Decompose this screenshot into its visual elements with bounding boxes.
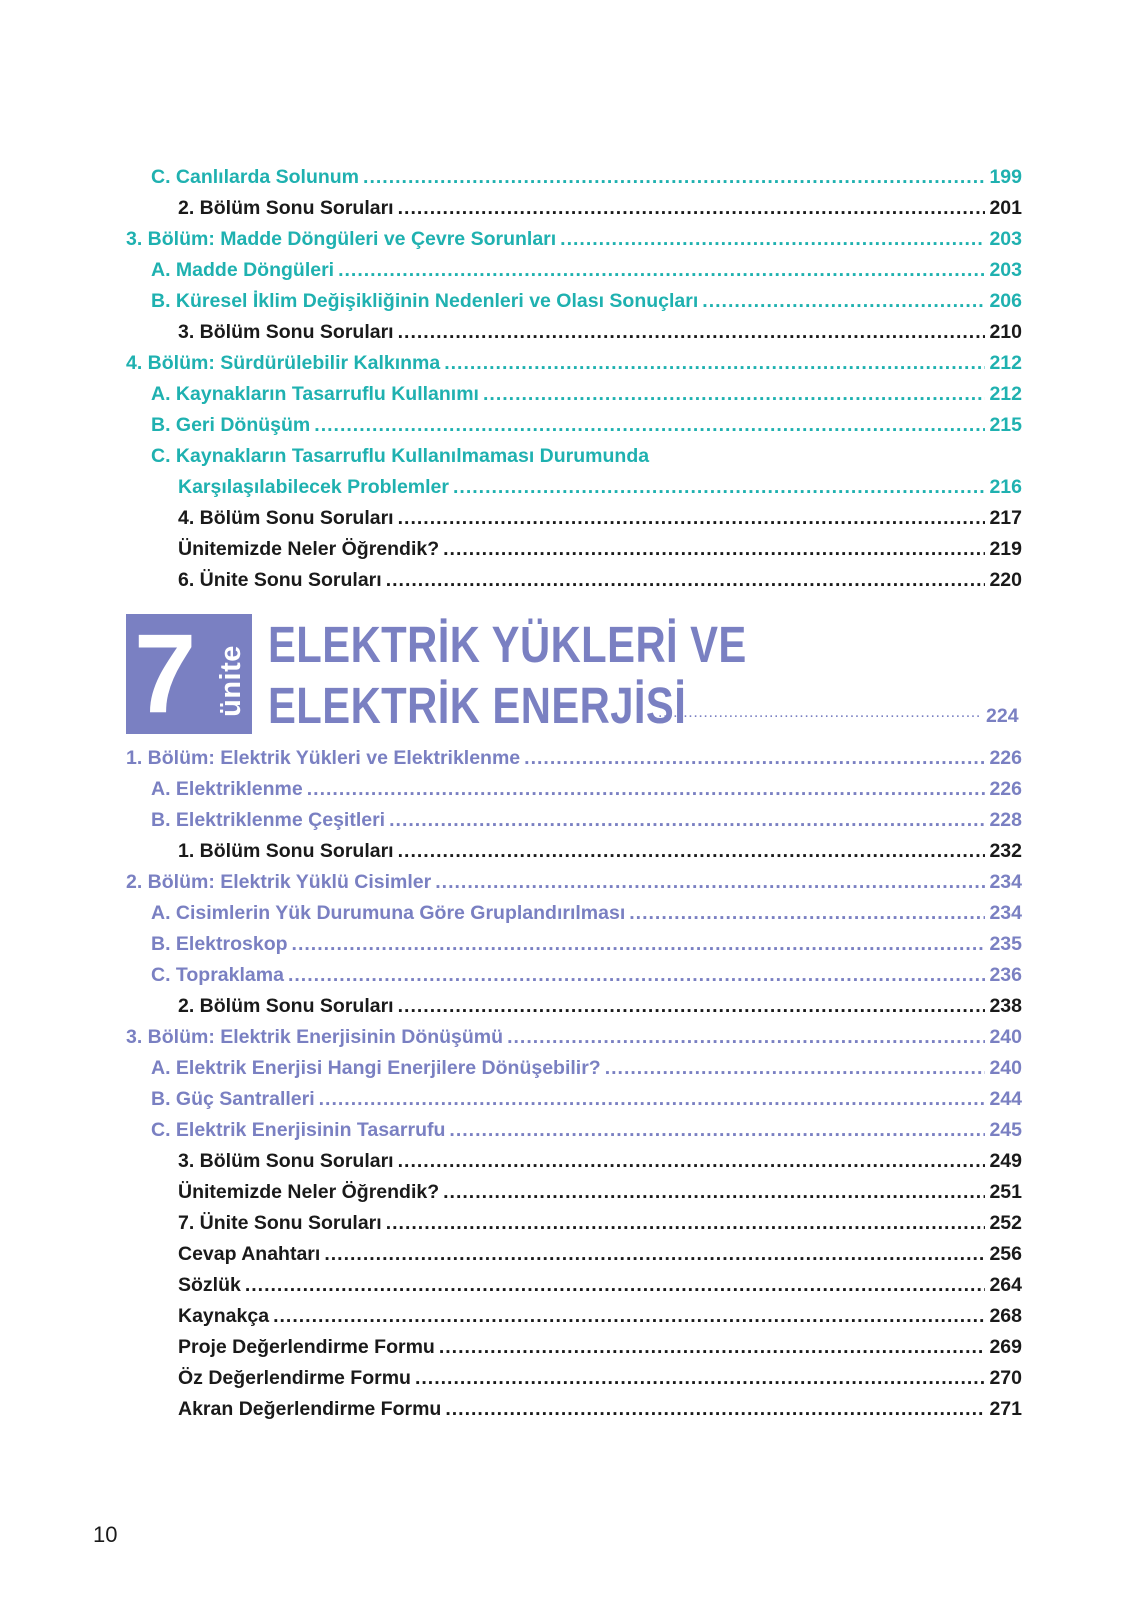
toc-entry[interactable] — [178, 534, 1022, 564]
toc-entry-page: 245 — [989, 1119, 1022, 1141]
toc-entry-page: 271 — [989, 1398, 1022, 1420]
leader-dots — [398, 193, 986, 223]
toc-entry[interactable] — [178, 1146, 1022, 1176]
leader-dots — [560, 224, 985, 254]
toc-entry-title: B. Elektroskop — [151, 933, 288, 955]
toc-entry[interactable] — [178, 1301, 1022, 1331]
leader-dots — [324, 1239, 985, 1269]
toc-entry[interactable] — [151, 1053, 1022, 1083]
toc-entry[interactable] — [178, 836, 1022, 866]
toc-entry-page: 251 — [989, 1181, 1022, 1203]
toc-entry[interactable] — [178, 1239, 1022, 1269]
leader-dots — [398, 503, 986, 533]
toc-entry-page: 240 — [989, 1057, 1022, 1079]
toc-entry-title: Karşılaşılabilecek Problemler — [178, 476, 449, 498]
toc-entry[interactable] — [151, 960, 1022, 990]
toc-entry-page: 226 — [989, 747, 1022, 769]
toc-entry-title: 7. Ünite Sonu Soruları — [178, 1212, 382, 1234]
unit-title-line2[interactable]: ELEKTRİK ENERJİSİ — [268, 677, 687, 734]
leader-dots — [288, 960, 986, 990]
toc-entry-title: Ünitemizde Neler Öğrendik? — [178, 538, 440, 560]
leader-dots — [398, 991, 986, 1021]
toc-entry-page: 244 — [989, 1088, 1022, 1110]
toc-entry-title: 3. Bölüm Sonu Soruları — [178, 1150, 394, 1172]
toc-entry[interactable] — [178, 503, 1022, 533]
toc-entry-title: B. Küresel İklim Değişikliğinin Nedenleri ve Olası Sonuçları — [151, 290, 699, 312]
leader-dots — [386, 1208, 986, 1238]
leader-dots — [307, 774, 986, 804]
toc-entry[interactable] — [178, 1177, 1022, 1207]
toc-entry-page: 234 — [989, 902, 1022, 924]
leader-dots — [415, 1363, 985, 1393]
toc-entry[interactable] — [151, 162, 1022, 192]
toc-entry-page: 206 — [989, 290, 1022, 312]
leader-dots — [439, 1332, 986, 1362]
toc-entry[interactable] — [126, 224, 1022, 254]
leader-dots — [658, 698, 982, 728]
toc-entry[interactable] — [151, 929, 1022, 959]
toc-entry-page: 199 — [989, 166, 1022, 188]
leader-dots — [524, 743, 985, 773]
leader-dots — [605, 1053, 986, 1083]
toc-entry-page: 220 — [989, 569, 1022, 591]
toc-entry[interactable] — [126, 1022, 1022, 1052]
toc-entry-page: 269 — [989, 1336, 1022, 1358]
toc-entry-page: 234 — [989, 871, 1022, 893]
toc-entry-title: A. Cisimlerin Yük Durumuna Göre Gruplandırılması — [151, 902, 626, 924]
toc-entry[interactable] — [126, 348, 1022, 378]
leader-dots — [445, 1394, 985, 1424]
toc-entry[interactable] — [126, 743, 1022, 773]
toc-entry-page: 215 — [989, 414, 1022, 436]
toc-entry-title: 4. Bölüm Sonu Soruları — [178, 507, 394, 529]
unit-label: ünite — [215, 645, 247, 717]
toc-entry[interactable] — [178, 1270, 1022, 1300]
toc-entry-page: 210 — [989, 321, 1022, 343]
toc-entry-page: 232 — [989, 840, 1022, 862]
toc-entry-title: C. Kaynakların Tasarruflu Kullanılmaması Durumunda — [151, 445, 650, 467]
toc-entry-title: C. Topraklama — [151, 964, 284, 986]
toc-entry-title: 2. Bölüm Sonu Soruları — [178, 995, 394, 1017]
toc-entry[interactable] — [178, 1394, 1022, 1424]
toc-entry[interactable] — [178, 991, 1022, 1021]
leader-dots — [435, 867, 985, 897]
toc-entry-title: 6. Ünite Sonu Soruları — [178, 569, 382, 591]
toc-entry-page: 236 — [989, 964, 1022, 986]
toc-entry-title: B. Geri Dönüşüm — [151, 414, 311, 436]
leader-dots — [398, 836, 986, 866]
toc-entry-page: 252 — [989, 1212, 1022, 1234]
toc-entry-page: 212 — [989, 352, 1022, 374]
toc-entry-title: C. Canlılarda Solunum — [151, 166, 360, 188]
leader-dots — [338, 255, 985, 285]
leader-dots — [443, 534, 985, 564]
toc-entry-page: 268 — [989, 1305, 1022, 1327]
toc-entry-page: 264 — [989, 1274, 1022, 1296]
toc-entry-page: 228 — [989, 809, 1022, 831]
toc-entry-page: 212 — [989, 383, 1022, 405]
page-number: 10 — [93, 1522, 118, 1547]
toc-entry-title: C. Elektrik Enerjisinin Tasarrufu — [151, 1119, 446, 1141]
leader-dots — [449, 1115, 985, 1145]
toc-entry-page: 256 — [989, 1243, 1022, 1265]
unit-title-line1[interactable]: ELEKTRİK YÜKLERİ VE — [268, 616, 747, 673]
toc-entry-page: 235 — [989, 933, 1022, 955]
toc-entry[interactable] — [178, 472, 1022, 502]
leader-dots — [245, 1270, 986, 1300]
toc-entry-title: 4. Bölüm: Sürdürülebilir Kalkınma — [126, 352, 441, 374]
leader-dots — [273, 1301, 985, 1331]
toc-entry[interactable] — [151, 255, 1022, 285]
toc-entry-title: B. Elektriklenme Çeşitleri — [151, 809, 386, 831]
toc-entry-title: 3. Bölüm Sonu Soruları — [178, 321, 394, 343]
leader-dots — [386, 565, 986, 595]
toc-entry-page: 203 — [989, 228, 1022, 250]
toc-entry-title: A. Elektriklenme — [151, 778, 303, 800]
leader-dots — [444, 348, 985, 378]
toc-entry-title: Akran Değerlendirme Formu — [178, 1398, 442, 1420]
toc-entry-title: Ünitemizde Neler Öğrendik? — [178, 1181, 440, 1203]
leader-dots — [398, 1146, 986, 1176]
toc-entry-title: 1. Bölüm: Elektrik Yükleri ve Elektriklenme — [126, 747, 521, 769]
toc-entry-title: 3. Bölüm: Madde Döngüleri ve Çevre Sorunları — [126, 228, 557, 250]
toc-entry-title: Kaynakça — [178, 1305, 270, 1327]
toc-entry-page: 217 — [989, 507, 1022, 529]
unit-page-number: 224 — [986, 705, 1019, 727]
leader-dots — [453, 472, 985, 502]
toc-entry-title: Öz Değerlendirme Formu — [178, 1367, 411, 1389]
toc-entry[interactable] — [178, 1208, 1022, 1238]
leader-dots — [398, 317, 986, 347]
toc-entry[interactable] — [178, 1332, 1022, 1362]
leader-dots — [389, 805, 985, 835]
toc-entry-page: 249 — [989, 1150, 1022, 1172]
leader-dots — [702, 286, 985, 316]
leader-dots — [319, 1084, 986, 1114]
toc-entry-page: 203 — [989, 259, 1022, 281]
toc-entry-page: 219 — [989, 538, 1022, 560]
toc-entry[interactable] — [151, 410, 1022, 440]
toc-entry-title: A. Kaynakların Tasarruflu Kullanımı — [151, 383, 479, 405]
toc-entry[interactable] — [151, 774, 1022, 804]
toc-entry-title: A. Madde Döngüleri — [151, 259, 335, 281]
toc-entry-page: 201 — [989, 197, 1022, 219]
toc-entry[interactable] — [151, 1084, 1022, 1114]
toc-entry-heading[interactable] — [151, 441, 1022, 471]
toc-entry-page: 226 — [989, 778, 1022, 800]
toc-entry-title: Cevap Anahtarı — [178, 1243, 321, 1265]
toc-entry[interactable] — [126, 867, 1022, 897]
toc-entry[interactable] — [178, 193, 1022, 223]
toc-entry[interactable] — [151, 898, 1022, 928]
toc-entry[interactable] — [151, 286, 1022, 316]
toc-entry[interactable] — [178, 1363, 1022, 1393]
toc-entry[interactable] — [178, 317, 1022, 347]
toc-entry-page: 216 — [989, 476, 1022, 498]
toc-entry-title: 1. Bölüm Sonu Soruları — [178, 840, 394, 862]
toc-entry[interactable] — [151, 1115, 1022, 1145]
toc-entry-title: Sözlük — [178, 1274, 241, 1296]
unit-number: 7 — [134, 614, 197, 734]
toc-entry-title: 2. Bölüm: Elektrik Yüklü Cisimler — [126, 871, 432, 893]
leader-dots — [314, 410, 985, 440]
toc-entry-title: 2. Bölüm Sonu Soruları — [178, 197, 394, 219]
toc-entry-title: 3. Bölüm: Elektrik Enerjisinin Dönüşümü — [126, 1026, 504, 1048]
leader-dots — [629, 898, 985, 928]
leader-dots — [483, 379, 985, 409]
leader-dots — [363, 162, 985, 192]
toc-entry-title: B. Güç Santralleri — [151, 1088, 315, 1110]
leader-dots — [507, 1022, 985, 1052]
toc-entry-page: 270 — [989, 1367, 1022, 1389]
toc-entry-page: 240 — [989, 1026, 1022, 1048]
leader-dots — [292, 929, 986, 959]
leader-dots — [443, 1177, 985, 1207]
toc-entry-title: Proje Değerlendirme Formu — [178, 1336, 435, 1358]
toc-entry[interactable] — [178, 565, 1022, 595]
toc-entry-title: A. Elektrik Enerjisi Hangi Enerjilere Dönüşebilir? — [151, 1057, 601, 1079]
toc-entry[interactable] — [151, 805, 1022, 835]
toc-entry-page: 238 — [989, 995, 1022, 1017]
toc-entry[interactable] — [151, 379, 1022, 409]
